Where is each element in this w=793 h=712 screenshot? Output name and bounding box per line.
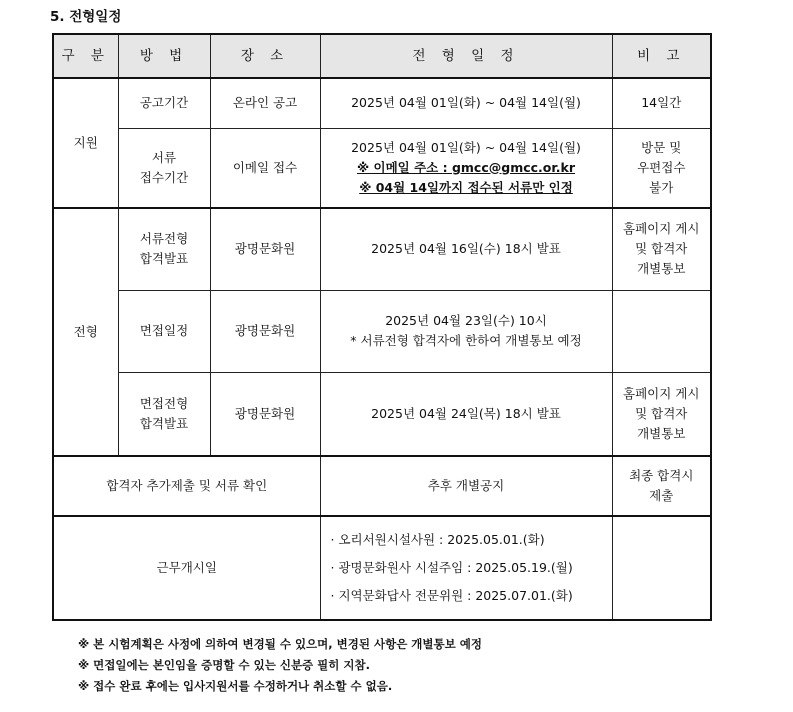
note-line: 및 합격자 xyxy=(635,241,688,257)
table-row xyxy=(53,78,711,128)
table-row xyxy=(53,456,711,516)
start-date-list xyxy=(320,516,612,620)
footnote: ※ 본 시험계획은 사정에 의하여 변경될 수 있으며, 변경된 사항은 개별통보 예정 xyxy=(78,637,482,651)
table-row xyxy=(53,208,711,290)
note-line: 개별통보 xyxy=(637,261,686,277)
method-line: 합격발표 xyxy=(139,251,189,267)
note-line: 개별통보 xyxy=(637,425,686,441)
method-line: 서류전형 xyxy=(139,231,189,247)
method-cell xyxy=(118,372,210,456)
method-line: 면접전형 xyxy=(139,395,189,411)
note-line: 및 합격자 xyxy=(635,405,688,421)
start-date-label: 근무개시일 xyxy=(53,516,320,620)
footnotes xyxy=(78,634,482,697)
schedule-line: * 서류전형 합격자에 한하여 개별통보 예정 xyxy=(350,333,582,348)
category-screen: 전형 xyxy=(53,208,118,456)
note-line: 우편접수 xyxy=(637,159,686,175)
footnote: ※ 접수 완료 후에는 입사지원서를 수정하거나 취소할 수 없음. xyxy=(78,679,393,693)
note-line: 제출 xyxy=(649,488,674,503)
header-method: 방 법 xyxy=(118,34,210,78)
note-line: 방문 및 xyxy=(641,139,682,155)
schedule-cell xyxy=(320,290,612,372)
note-cell: 14일간 xyxy=(612,78,711,128)
note-cell xyxy=(612,208,711,290)
method-line: 접수기간 xyxy=(139,169,189,185)
header-category: 구 분 xyxy=(53,34,118,78)
table-row xyxy=(53,372,711,456)
place-cell: 광명문화원 xyxy=(210,372,320,456)
method-line: 합격발표 xyxy=(139,415,189,431)
note-cell xyxy=(612,456,711,516)
place-cell: 온라인 공고 xyxy=(210,78,320,128)
header-place: 장 소 xyxy=(210,34,320,78)
deadline-note: ※ 04월 14일까지 접수된 서류만 인정 xyxy=(359,179,573,195)
place-cell: 이메일 접수 xyxy=(210,128,320,208)
schedule-cell: 2025년 04월 24일(목) 18시 발표 xyxy=(320,372,612,456)
table-row xyxy=(53,290,711,372)
method-cell xyxy=(118,208,210,290)
header-note: 비 고 xyxy=(612,34,711,78)
table-row xyxy=(53,128,711,208)
table-row xyxy=(53,516,711,620)
note-cell xyxy=(612,128,711,208)
header-schedule: 전 형 일 정 xyxy=(320,34,612,78)
section-title: 5. 전형일정 xyxy=(50,9,122,25)
place-cell: 광명문화원 xyxy=(210,208,320,290)
method-cell: 면접일정 xyxy=(118,290,210,372)
footnote: ※ 면접일에는 본인임을 증명할 수 있는 신분증 필히 지참. xyxy=(78,658,370,672)
note-line: 불가 xyxy=(649,179,674,195)
schedule-cell: 2025년 04월 16일(수) 18시 발표 xyxy=(320,208,612,290)
note-cell xyxy=(612,290,711,372)
table-header-row xyxy=(53,34,711,78)
method-cell xyxy=(118,128,210,208)
category-apply: 지원 xyxy=(53,78,118,208)
schedule-line: 2025년 04월 23일(수) 10시 xyxy=(385,313,547,328)
method-cell: 공고기간 xyxy=(118,78,210,128)
schedule-cell: 2025년 04월 01일(화) ~ 04월 14일(월) xyxy=(320,78,612,128)
extra-docs-label: 합격자 추가제출 및 서류 확인 xyxy=(53,456,320,516)
schedule-cell: 추후 개별공지 xyxy=(320,456,612,516)
schedule-line: 2025년 04월 01일(화) ~ 04월 14일(월) xyxy=(351,139,581,155)
start-date-item: · 지역문화답사 전문위원 : 2025.07.01.(화) xyxy=(330,588,573,603)
method-line: 서류 xyxy=(151,149,177,165)
email-address-note: ※ 이메일 주소 : gmcc@gmcc.or.kr xyxy=(357,159,575,175)
note-cell xyxy=(612,516,711,620)
schedule-cell xyxy=(320,128,612,208)
start-date-item: · 광명문화원사 시설주임 : 2025.05.19.(월) xyxy=(330,560,573,575)
note-line: 최종 합격시 xyxy=(629,468,694,483)
place-cell: 광명문화원 xyxy=(210,290,320,372)
start-date-item: · 오리서원시설사원 : 2025.05.01.(화) xyxy=(330,532,545,547)
schedule-table xyxy=(52,33,712,621)
note-cell xyxy=(612,372,711,456)
note-line: 홈페이지 게시 xyxy=(623,385,700,401)
note-line: 홈페이지 게시 xyxy=(623,221,700,237)
